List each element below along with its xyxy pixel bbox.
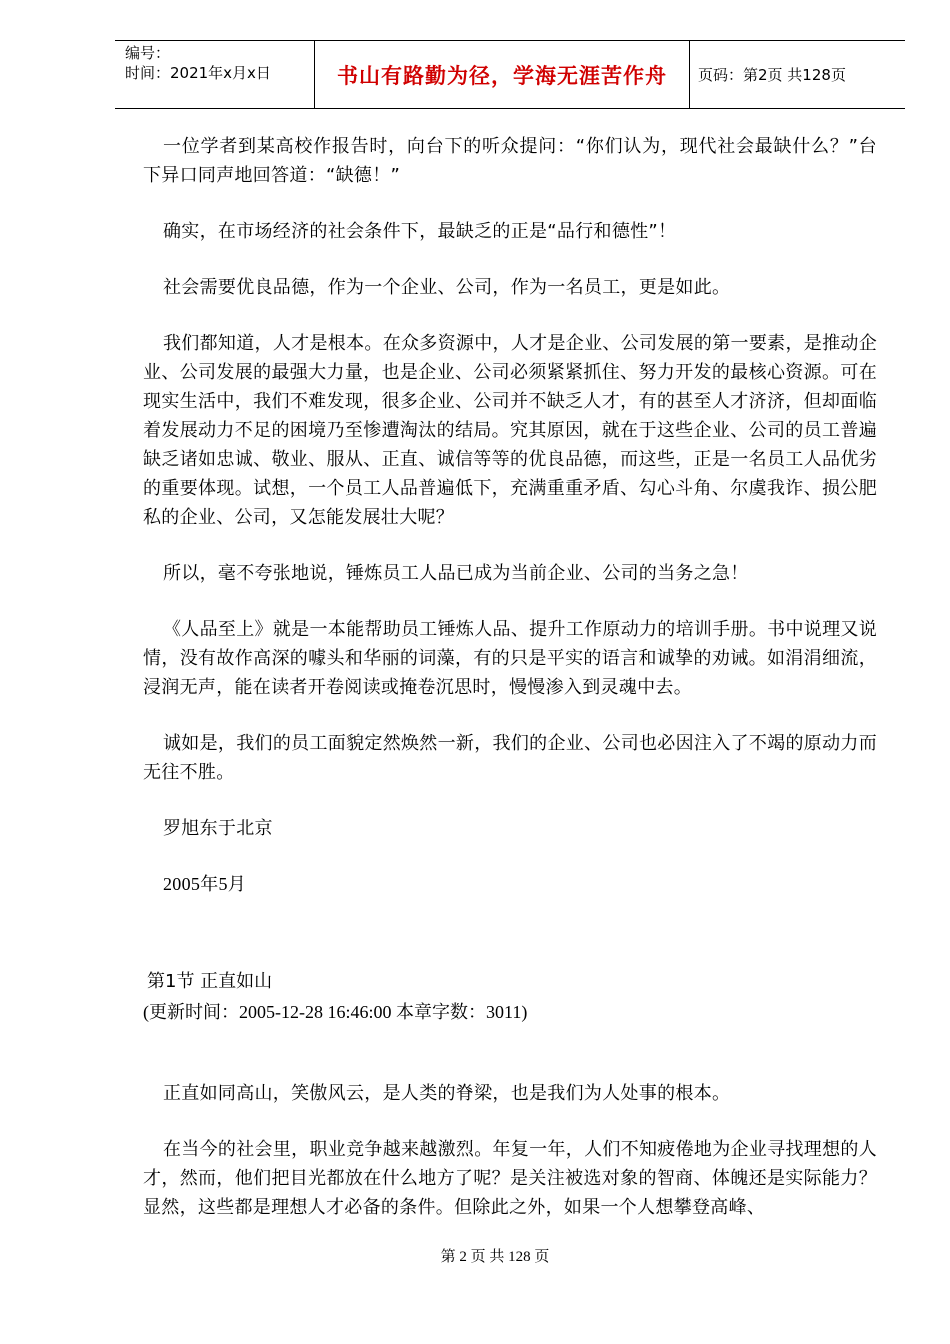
- paragraph: 我们都知道，人才是根本。在众多资源中，人才是企业、公司发展的第一要素，是推动企业、公司发展的最强大力量，也是企业、公司必须紧紧抓住、努力开发的最核心资源。可在现实生活中，我们不难发现，很多企业、公司并不缺乏人才，有的甚至人才济济，但却面临着发展动力不足的困境乃至惨遭淘汰的结局。究其原因，就在于这些企业、公司的员工普遍缺乏诸如忠诚、敬业、服从、正直、诚信等等的优良品德，而这些，正是一名员工人品优劣的重要体现。试想，一个员工人品普遍低下，充满重重矛盾、勾心斗角、尔虞我诈、损公肥私的企业、公司，又怎能发展壮大呢？: [143, 333, 877, 528]
- time-label: 时间：2021年x月x日: [125, 64, 271, 82]
- section-heading: [143, 967, 528, 1027]
- header-page-info: 页码：第2页 共128页: [698, 66, 846, 84]
- paragraph: 诚如是，我们的员工面貌定然焕然一新，我们的企业、公司也必因注入了不竭的原动力而无往不胜。: [143, 733, 877, 783]
- number-label: 编号：: [125, 44, 171, 62]
- paragraph: 正直如同高山，笑傲风云，是人类的脊梁，也是我们为人处事的根本。: [163, 1083, 731, 1104]
- page-footer: 第 2 页 共 128 页: [440, 1249, 550, 1265]
- date-line: 2005年5月: [163, 874, 247, 894]
- paragraph: 一位学者到某高校作报告时，向台下的听众提问：“你们认为，现代社会最缺什么？”台下异口同声地回答道：“缺德！”: [143, 136, 877, 186]
- paragraph: 《人品至上》就是一本能帮助员工锤炼人品、提升工作原动力的培训手册。书中说理又说情，没有故作高深的噱头和华丽的词藻，有的只是平实的语言和诚挚的劝诫。如涓涓细流，浸润无声，能在读者开卷阅读或掩卷沉思时，慢慢渗入到灵魂中去。: [143, 619, 877, 698]
- paragraph: 社会需要优良品德，作为一个企业、公司，作为一名员工，更是如此。: [163, 277, 731, 298]
- paragraph: 确实，在市场经济的社会条件下，最缺乏的正是“品行和德性”！: [163, 221, 677, 242]
- section-title: 第1节 正直如山: [147, 971, 273, 992]
- section-body: [143, 1079, 877, 1249]
- header-meta: [115, 41, 315, 108]
- section-meta: (更新时间：2005-12-28 16:46:00 本章字数：3011): [143, 1002, 528, 1022]
- header-motto: 书山有路勤为径，学海无涯苦作舟: [315, 41, 690, 108]
- paragraph: 在当今的社会里，职业竞争越来越激烈。年复一年，人们不知疲倦地为企业寻找理想的人才，然而，他们把目光都放在什么地方了呢？是关注被选对象的智商、体魄还是实际能力？显然，这些都是理想人才必备的条件。但除此之外，如果一个人想攀登高峰、: [143, 1139, 877, 1218]
- page-header: [115, 40, 905, 109]
- paragraph: 所以，毫不夸张地说，锤炼员工人品已成为当前企业、公司的当务之急！: [163, 563, 749, 584]
- signature: 罗旭东于北京: [163, 818, 273, 839]
- preface-body: [143, 132, 877, 926]
